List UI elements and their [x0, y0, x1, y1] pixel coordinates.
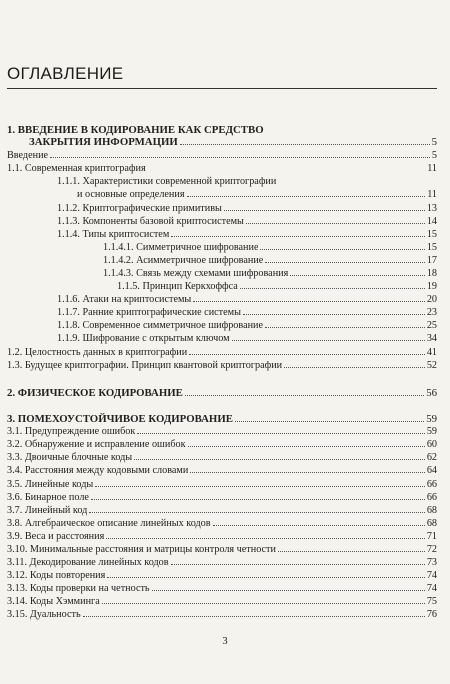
toc-entry-title: 1.1. Современная криптография [7, 163, 146, 174]
toc-entry[interactable] [57, 307, 437, 319]
toc-entry-title: 2. ФИЗИЧЕСКОЕ КОДИРОВАНИЕ [7, 387, 183, 399]
toc-entry-title: 1.1.8. Современное симметричное шифрование [57, 320, 264, 331]
dot-leader [224, 210, 425, 211]
toc-entry-title: 3.10. Минимальные расстояния и матрицы контроля четности [7, 544, 276, 555]
toc-entry-page: 13 [426, 203, 437, 214]
dot-leader [284, 367, 425, 368]
dot-leader [265, 262, 425, 263]
toc-entry-title: Введение [7, 150, 49, 161]
toc-entry[interactable] [7, 439, 437, 451]
toc-entry-title: 1.1.6. Атаки на криптосистемы [57, 294, 192, 305]
toc-entry-page: 15 [426, 242, 437, 253]
toc-entry-page: 74 [426, 583, 437, 594]
toc-entry[interactable] [7, 413, 437, 425]
dot-leader [95, 486, 425, 487]
toc-entry-page: 68 [426, 505, 437, 516]
toc-entry-page: 25 [426, 320, 437, 331]
toc-entry[interactable] [7, 465, 437, 477]
toc-entry-title: 3.5. Линейные коды [7, 479, 94, 490]
toc-entry-page: 5 [431, 136, 437, 148]
toc-entry-page: 19 [426, 281, 437, 292]
toc-entry-title: 3.9. Веса и расстояния [7, 531, 105, 542]
dot-leader [265, 327, 425, 328]
toc-entry[interactable] [103, 268, 437, 280]
toc-entry[interactable] [57, 216, 437, 228]
page-number: 3 [222, 636, 228, 647]
dot-leader [290, 275, 425, 276]
toc-entry[interactable] [7, 544, 437, 556]
toc-entry-page: 20 [426, 294, 437, 305]
dot-leader [185, 395, 424, 396]
toc-entry[interactable] [117, 281, 437, 293]
toc-entry-page: 18 [426, 268, 437, 279]
dot-leader [137, 433, 424, 434]
toc-entry-page: 73 [426, 557, 437, 568]
dot-leader [188, 446, 425, 447]
dot-leader [171, 564, 425, 565]
dot-leader [83, 616, 425, 617]
toc-entry-title: 1.1.4.3. Связь между схемами шифрования [103, 268, 289, 279]
dot-leader [152, 590, 425, 591]
toc-entry-page: 66 [426, 479, 437, 490]
toc-entry-page: 66 [426, 492, 437, 503]
title-rule [7, 88, 437, 89]
toc-entry[interactable] [7, 505, 437, 517]
toc-entry-page: 76 [426, 609, 437, 620]
toc-entry-page: 23 [426, 307, 437, 318]
toc-entry-title: 1.1.4.2. Асимметричное шифрование [103, 255, 264, 266]
toc-entry-page: 60 [426, 439, 437, 450]
toc-entry[interactable] [7, 426, 437, 438]
dot-leader [278, 551, 425, 552]
toc-entry[interactable] [7, 124, 437, 148]
toc-entry-page: 5 [431, 150, 437, 161]
toc-entry-page: 72 [426, 544, 437, 555]
toc-entry-title: 3. ПОМЕХОУСТОЙЧИВОЕ КОДИРОВАНИЕ [7, 413, 233, 425]
toc-entry-page: 59 [426, 426, 437, 437]
toc-entry-title: 3.6. Бинарное поле [7, 492, 89, 503]
toc-entry[interactable] [7, 609, 437, 621]
toc-entry-title: 3.4. Расстояния между кодовыми словами [7, 465, 189, 476]
toc-entry[interactable] [7, 518, 437, 530]
page-title: ОГЛАВЛЕНИЕ [7, 64, 124, 83]
dot-leader [180, 144, 430, 145]
toc-entry-page: 15 [426, 229, 437, 240]
toc-entry-title: 1.1.7. Ранние криптографические системы [57, 307, 241, 318]
dot-leader [246, 223, 425, 224]
toc-entry[interactable] [7, 492, 437, 504]
toc-entry[interactable] [7, 163, 437, 175]
toc-entry-title: 1.1.2. Криптографические примитивы [57, 203, 222, 214]
toc-entry-title: 1.1.4. Типы криптосистем [57, 229, 170, 240]
toc-entry-title: 3.2. Обнаружение и исправление ошибок [7, 439, 186, 450]
toc-entry-page: 11 [427, 163, 437, 174]
dot-leader [235, 421, 424, 422]
toc-entry-page: 59 [426, 413, 437, 425]
toc-entry[interactable] [7, 531, 437, 543]
dot-leader [243, 314, 425, 315]
toc-entry-page: 64 [426, 465, 437, 476]
toc-entry-title: 1.1.5. Принцип Керкхоффса [117, 281, 238, 292]
toc-entry-title: и основные определения [77, 189, 185, 200]
toc-entry-page: 17 [426, 255, 437, 266]
toc-entry-title: 3.11. Декодирование линейных кодов [7, 557, 169, 568]
toc-entry[interactable] [57, 333, 437, 345]
toc-entry-title: 1.1.4.1. Симметричное шифрование [103, 242, 259, 253]
toc-entry[interactable] [7, 570, 437, 582]
toc-entry[interactable] [7, 583, 437, 595]
dot-leader [240, 288, 425, 289]
toc-entry-page: 14 [426, 216, 437, 227]
dot-leader [134, 459, 425, 460]
toc-entry[interactable] [7, 452, 437, 464]
toc-entry-title: 3.12. Коды повторения [7, 570, 106, 581]
toc-entry[interactable] [103, 242, 437, 254]
dot-leader [89, 512, 424, 513]
toc-entry-title: 1.3. Будущее криптографии. Принцип квантовой криптографии [7, 360, 283, 371]
dot-leader [232, 340, 425, 341]
toc-entry-page: 71 [426, 531, 437, 542]
toc-entry-title: 3.13. Коды проверки на четность [7, 583, 150, 594]
toc-entry-title: 1.2. Целостность данных в криптографии [7, 347, 188, 358]
dot-leader [102, 603, 425, 604]
toc-entry-title: 1.1.9. Шифрование с открытым ключом [57, 333, 230, 344]
toc-entry[interactable] [103, 255, 437, 267]
toc-entry-page: 34 [426, 333, 437, 344]
dot-leader [260, 249, 424, 250]
toc-entry-page: 68 [426, 518, 437, 529]
dot-leader [107, 577, 425, 578]
toc-entry[interactable] [7, 360, 437, 372]
dot-leader [91, 499, 425, 500]
toc-entry-title: 3.7. Линейный код [7, 505, 88, 516]
toc-entry[interactable] [57, 176, 437, 188]
dot-leader [50, 157, 430, 158]
dot-leader [171, 236, 425, 237]
toc-entry-page: 62 [426, 452, 437, 463]
dot-leader [213, 525, 425, 526]
dot-leader [189, 354, 425, 355]
dot-leader [193, 301, 425, 302]
toc-entry[interactable] [7, 387, 437, 399]
toc-entry[interactable] [7, 596, 437, 608]
toc-entry[interactable] [57, 229, 437, 241]
toc-entry-page: 41 [426, 347, 437, 358]
toc-entry[interactable] [7, 347, 437, 359]
dot-leader [190, 472, 424, 473]
toc-entry[interactable] [7, 150, 437, 162]
toc-entry[interactable] [57, 294, 437, 306]
toc-entry-page: 11 [427, 189, 437, 200]
toc-entry-page: 75 [426, 596, 437, 607]
toc-entry-page: 52 [426, 360, 437, 371]
toc-entry-title: 1.1.1. Характеристики современной криптографии [57, 176, 277, 187]
toc-entry-title-line2: ЗАКРЫТИЯ ИНФОРМАЦИИ [29, 136, 178, 148]
toc-entry[interactable] [7, 479, 437, 491]
toc-entry-title: 3.8. Алгебраическое описание линейных кодов [7, 518, 211, 529]
dot-leader [187, 196, 426, 197]
toc-entry[interactable] [7, 557, 437, 569]
dot-leader [106, 538, 425, 539]
toc-entry[interactable] [77, 189, 437, 201]
toc-entry[interactable] [57, 203, 437, 215]
toc-entry-title: 3.14. Коды Хэмминга [7, 596, 100, 607]
toc-entry[interactable] [57, 320, 437, 332]
toc-entry-title: 1. ВВЕДЕНИЕ В КОДИРОВАНИЕ КАК СРЕДСТВО [7, 124, 264, 136]
toc-entry-page: 56 [426, 387, 437, 399]
toc-entry-title: 3.15. Дуальность [7, 609, 81, 620]
toc-entry-title: 3.3. Двоичные блочные коды [7, 452, 133, 463]
toc-entry-page: 74 [426, 570, 437, 581]
toc-entry-title: 1.1.3. Компоненты базовой криптосистемы [57, 216, 244, 227]
toc-entry-title: 3.1. Предупреждение ошибок [7, 426, 136, 437]
